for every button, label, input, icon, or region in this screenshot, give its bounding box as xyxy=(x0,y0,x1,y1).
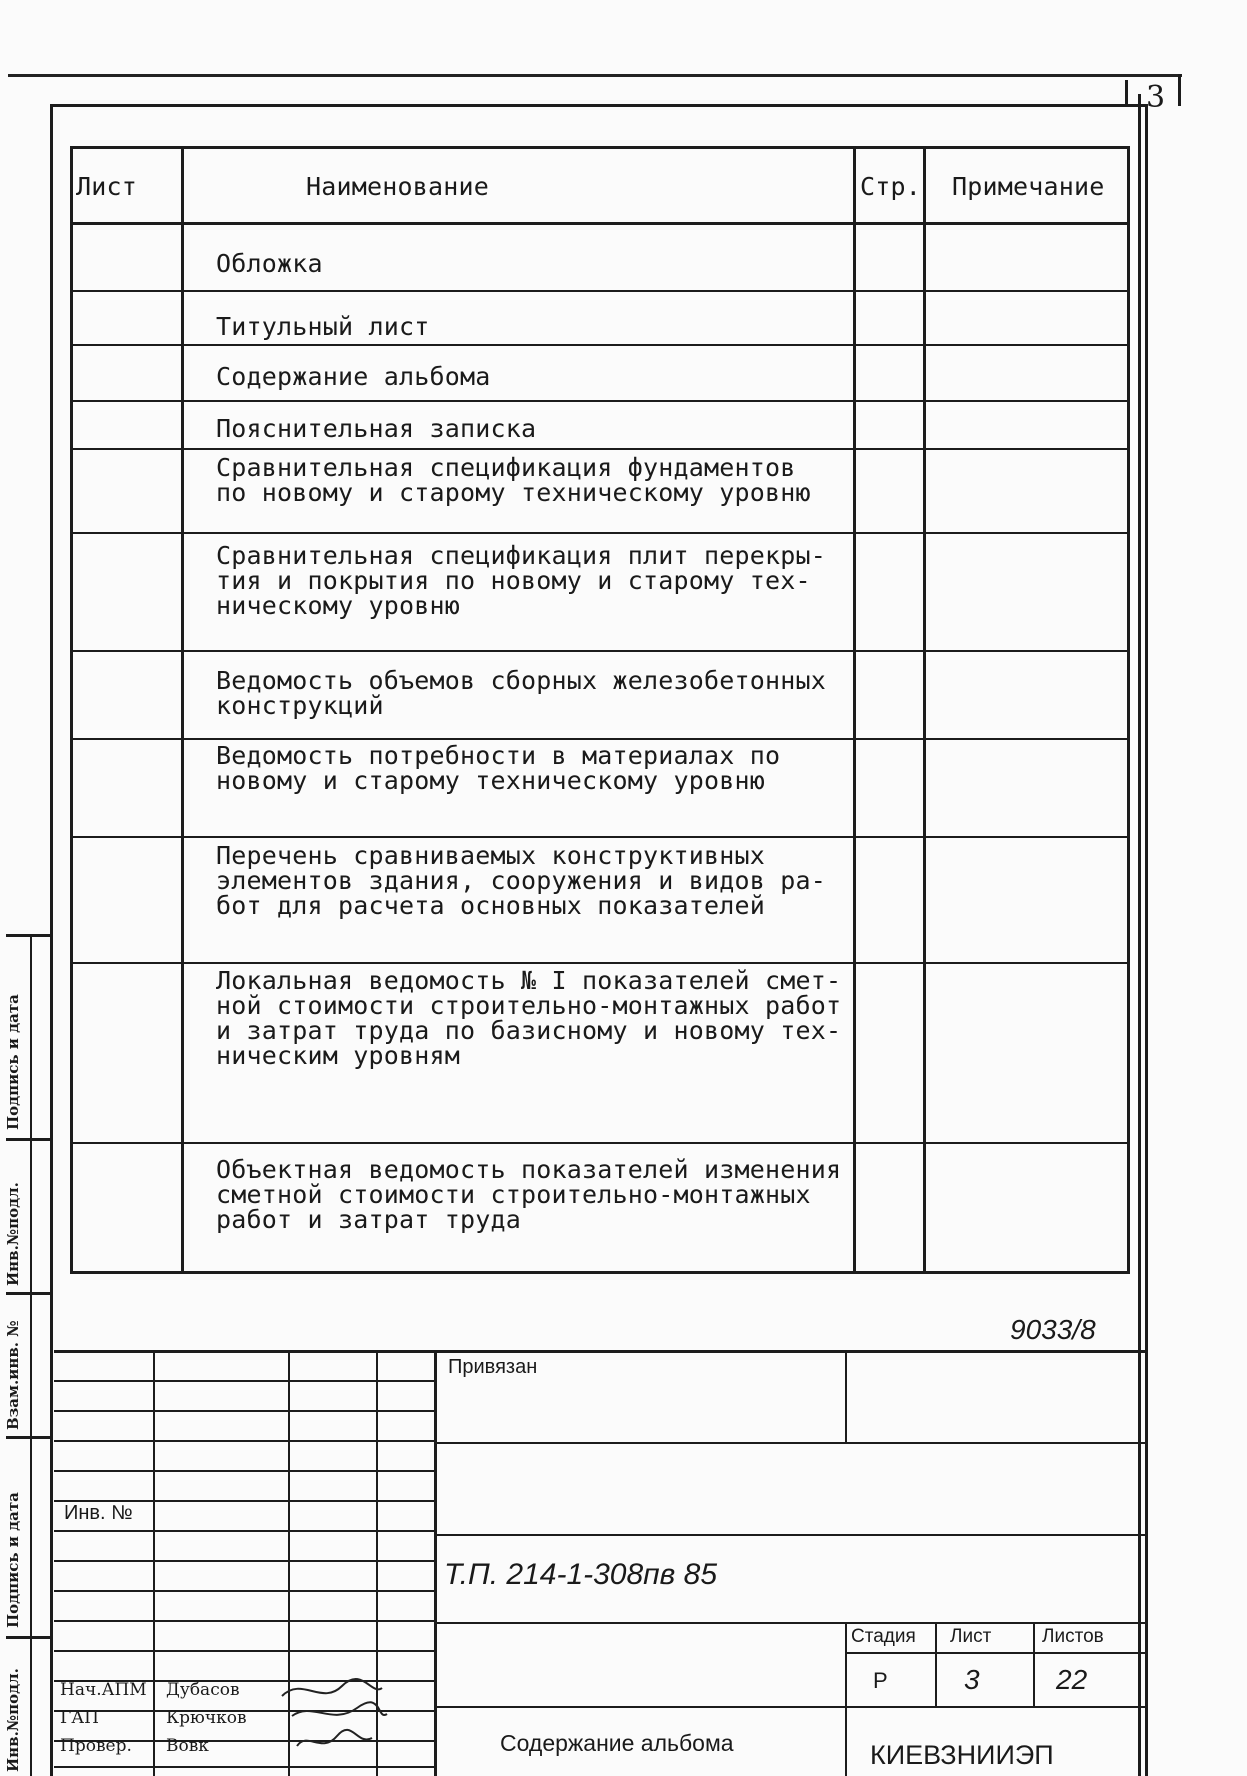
column-divider xyxy=(923,146,926,1274)
stamp-divider xyxy=(845,1622,847,1776)
row-name: Обложка xyxy=(216,249,323,278)
sheet-title: Содержание альбома xyxy=(500,1730,734,1756)
row-divider xyxy=(70,1142,1130,1144)
sheet-value: 3 xyxy=(964,1664,980,1695)
stamp-divider xyxy=(434,1350,437,1776)
person-role: Нач.АПМ xyxy=(60,1680,147,1700)
sheets-label: Листов xyxy=(1042,1626,1104,1647)
side-line xyxy=(6,934,52,937)
sheet-label: Лист xyxy=(950,1626,992,1647)
stamp-divider xyxy=(845,1350,847,1444)
column-divider xyxy=(853,146,856,1274)
header-page: Стр. xyxy=(860,172,922,201)
row-divider xyxy=(70,222,1130,225)
row-divider xyxy=(70,400,1130,402)
row-name: Ведомость объемов сборных железобетонных конструкций xyxy=(216,666,827,720)
person-role: Провер. xyxy=(60,1736,132,1756)
person-name: Вовк xyxy=(166,1736,209,1756)
row-name: Локальная ведомость № I показателей смет- ной стоимости строительно-монтажных работ и затрат труда по базисному и новому тех- ническим уровням xyxy=(216,966,842,1070)
row-name: Ведомость потребности в материалах по новому и старому техническому уровню xyxy=(216,741,781,795)
inv-number-label: Инв. № xyxy=(64,1502,133,1524)
row-name: Сравнительная спецификация фундаментов по новому и старому техническому уровню xyxy=(216,453,811,507)
row-name: Сравнительная спецификация плит перекры- тия и покрытия по новому и старому тех- ническому уровню xyxy=(216,541,827,620)
header-note: Примечание xyxy=(952,172,1105,201)
header-sheet: Лист xyxy=(76,172,138,201)
row-divider xyxy=(70,962,1130,964)
signatures-graphic xyxy=(262,1676,392,1776)
row-divider xyxy=(70,650,1130,652)
side-line xyxy=(6,1138,52,1141)
stamp-grid-line xyxy=(54,1410,434,1412)
side-label-inv-orig: Инв.№подл. xyxy=(4,1182,22,1286)
stamp-top-line xyxy=(54,1350,1148,1353)
stamp-divider xyxy=(935,1622,937,1706)
person-name: Крючков xyxy=(166,1708,247,1728)
row-name: Перечень сравниваемых конструктивных элементов здания, сооружения и видов ра- бот для расчета основных показателей xyxy=(216,841,827,920)
side-line xyxy=(30,934,32,1776)
stamp-grid-line xyxy=(153,1350,155,1776)
row-divider xyxy=(70,290,1130,292)
side-label-sign-date: Подпись и дата xyxy=(4,994,22,1130)
corner-box-line xyxy=(1178,74,1181,106)
corner-box-line xyxy=(1125,80,1128,106)
sheets-value: 22 xyxy=(1056,1664,1088,1695)
stamp-line xyxy=(434,1442,1148,1444)
row-name: Объектная ведомость показателей изменения сметной стоимости строительно-монтажных работ и затрат труда xyxy=(216,1155,842,1234)
stamp-line xyxy=(845,1652,1148,1654)
side-label-vzam-inv: Взам.инв. № xyxy=(4,1320,22,1430)
stamp-line xyxy=(434,1534,1148,1536)
row-name: Содержание альбома xyxy=(216,362,491,391)
sheet-top-border xyxy=(8,74,1182,77)
designation: Т.П. 214-1-308пв 85 xyxy=(444,1558,718,1591)
stage-label: Стадия xyxy=(851,1626,916,1647)
stamp-grid-line xyxy=(54,1650,434,1652)
stamp-grid-line xyxy=(54,1620,434,1622)
side-label-sign-date-2: Подпись и дата xyxy=(4,1492,22,1628)
archive-number: 9033/8 xyxy=(1010,1314,1096,1345)
sheet-corner-number: 3 xyxy=(1146,80,1166,115)
person-role: ГАП xyxy=(60,1708,99,1728)
stamp-line xyxy=(434,1706,1148,1708)
side-label-inv-orig-2: Инв.№подл. xyxy=(4,1668,22,1772)
row-divider xyxy=(70,344,1130,346)
stamp-grid-line xyxy=(54,1560,434,1562)
header-name: Наименование xyxy=(306,172,490,201)
row-divider xyxy=(70,532,1130,534)
stage-value: Р xyxy=(873,1668,888,1693)
organization: КИЕВЗНИИЭП xyxy=(870,1740,1054,1770)
side-line xyxy=(6,1292,52,1295)
stamp-grid-line xyxy=(54,1530,434,1532)
stamp-line xyxy=(434,1622,1148,1624)
stamp-grid-line xyxy=(54,1380,434,1382)
side-line xyxy=(6,1436,52,1439)
column-divider xyxy=(181,146,184,1274)
row-name: Пояснительная записка xyxy=(216,414,537,443)
person-name: Дубасов xyxy=(166,1680,240,1700)
row-divider xyxy=(70,448,1130,450)
attached-label: Привязан xyxy=(448,1356,538,1378)
stamp-grid-line xyxy=(54,1470,434,1472)
stamp-divider xyxy=(1033,1622,1035,1706)
stamp-grid-line xyxy=(54,1440,434,1442)
row-divider xyxy=(70,738,1130,740)
row-divider xyxy=(70,836,1130,838)
frame-right-line xyxy=(1138,94,1141,1776)
side-line xyxy=(6,1636,52,1639)
stamp-grid-line xyxy=(54,1590,434,1592)
row-name: Титульный лист xyxy=(216,312,430,341)
